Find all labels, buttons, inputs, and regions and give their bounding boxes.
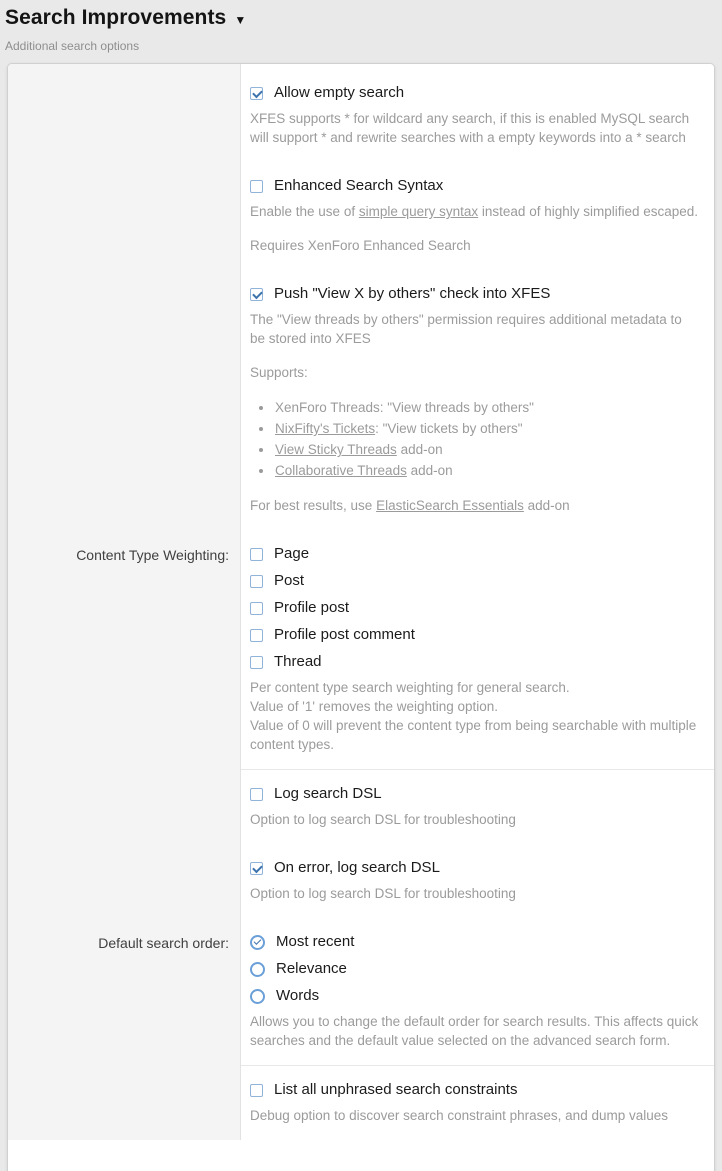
option-label: Allow empty search (274, 84, 405, 101)
checkbox-unchecked-icon (250, 656, 263, 669)
option-label: Relevance (276, 960, 347, 977)
checkbox-unchecked-icon (250, 548, 263, 561)
option-label: Enhanced Search Syntax (274, 177, 444, 194)
list-item: • View Sticky Threads add-on (274, 439, 700, 460)
form-row (8, 530, 714, 769)
checkbox-unchecked-icon (250, 575, 263, 588)
inline-link[interactable]: Collaborative Threads (275, 463, 407, 478)
checkbox-checked-icon (250, 288, 263, 301)
radio-option[interactable] (250, 986, 700, 1006)
option-label: Page (274, 545, 310, 562)
row-content (241, 270, 714, 530)
checkbox-unchecked-icon (250, 629, 263, 642)
explanation-text: Option to log search DSL for troubleshooting (250, 812, 516, 827)
explanation-text: The "View threads by others" permission requires additional metadata to be stored into XFES (250, 312, 682, 346)
list-item: • NixFifty's Tickets: "View tickets by others" (274, 418, 700, 439)
explanation-text: Debug option to discover search constraint phrases, and dump values (250, 1108, 668, 1123)
page-title: Search Improvements (5, 6, 227, 29)
supports-list (250, 397, 700, 481)
options-panel (7, 63, 715, 1171)
row-content (241, 530, 714, 769)
section-title-toggle[interactable] (5, 4, 714, 32)
form-row (8, 918, 714, 1065)
checkbox-option[interactable] (250, 1080, 700, 1100)
checkbox-option[interactable] (250, 598, 700, 618)
page-header (0, 0, 722, 54)
form-footer (8, 1140, 714, 1171)
inline-link[interactable]: simple query syntax (358, 204, 479, 219)
form-row (8, 844, 714, 918)
checkbox-checked-icon (250, 862, 263, 875)
option-label: Push "View X by others" check into XFES (274, 285, 551, 302)
checkbox-option[interactable] (250, 652, 700, 672)
row-label: Default search order: (98, 935, 229, 951)
checkbox-option[interactable] (250, 176, 700, 196)
option-label: On error, log search DSL (274, 859, 440, 876)
explanation-text: Per content type search weighting for general search. Value of '1' removes the weighting option. Value of 0 will prevent the content type from being searchable with multiple content types. (250, 680, 697, 752)
checkbox-unchecked-icon (250, 788, 263, 801)
row-content (241, 769, 714, 844)
checkbox-checked-icon (250, 87, 263, 100)
row-label (8, 769, 241, 844)
option-label: Words (276, 987, 320, 1004)
checkbox-option[interactable] (250, 625, 700, 645)
option-label: Most recent (276, 933, 355, 950)
option-label: Profile post (274, 599, 350, 616)
row-label (8, 69, 241, 162)
checkbox-option[interactable] (250, 571, 700, 591)
row-content (241, 69, 714, 162)
explanation-text: XFES supports * for wildcard any search, if this is enabled MySQL search will support * and rewrite searches with a empty keywords into a * search (250, 111, 690, 145)
row-content (241, 918, 714, 1065)
form-row (8, 1065, 714, 1140)
form-row (8, 270, 714, 530)
explanation-text: Enable the use of simple query syntax instead of highly simplified escaped. (250, 204, 699, 219)
inline-link[interactable]: NixFifty's Tickets (275, 421, 376, 436)
option-label: Post (274, 572, 305, 589)
row-content (241, 162, 714, 270)
inline-link[interactable]: View Sticky Threads (275, 442, 397, 457)
checkbox-option[interactable] (250, 284, 700, 304)
checkbox-unchecked-icon (250, 1084, 263, 1097)
explanation-text: Option to log search DSL for troubleshooting (250, 886, 516, 901)
explanation-text: Requires XenForo Enhanced Search (250, 238, 471, 253)
explanation-text: Allows you to change the default order for search results. This affects quick searches and the default value selected on the advanced search form. (250, 1014, 699, 1048)
checkbox-option[interactable] (250, 83, 700, 103)
row-label (8, 162, 241, 270)
radio-selected-icon (250, 935, 265, 950)
form-row (8, 69, 714, 162)
chevron-down-icon[interactable]: ▼ (234, 12, 247, 27)
checkbox-unchecked-icon (250, 602, 263, 615)
row-content (241, 1065, 714, 1140)
inline-link[interactable]: ElasticSearch Essentials (376, 498, 524, 513)
form-body (8, 64, 714, 1140)
row-label (8, 1065, 241, 1140)
list-item: • Collaborative Threads add-on (274, 460, 700, 481)
explanation-text: Supports: (250, 365, 308, 380)
radio-unselected-icon (250, 989, 265, 1004)
form-row (8, 162, 714, 270)
radio-option[interactable] (250, 932, 700, 952)
option-label: Log search DSL (274, 785, 382, 802)
radio-unselected-icon (250, 962, 265, 977)
checkbox-option[interactable] (250, 784, 700, 804)
radio-option[interactable] (250, 959, 700, 979)
row-label (8, 844, 241, 918)
row-label: Content Type Weighting: (76, 547, 229, 563)
checkbox-unchecked-icon (250, 180, 263, 193)
form-row (8, 769, 714, 844)
option-label: Profile post comment (274, 626, 415, 643)
checkbox-option[interactable] (250, 544, 700, 564)
option-label: List all unphrased search constraints (274, 1081, 518, 1098)
option-label: Thread (274, 653, 322, 670)
checkbox-option[interactable] (250, 858, 700, 878)
explanation-text: For best results, use ElasticSearch Essentials add-on (250, 498, 570, 513)
row-content (241, 844, 714, 918)
page-subtitle: Additional search options (5, 39, 140, 53)
row-label (8, 270, 241, 530)
list-item: • XenForo Threads: "View threads by others" (274, 397, 700, 418)
